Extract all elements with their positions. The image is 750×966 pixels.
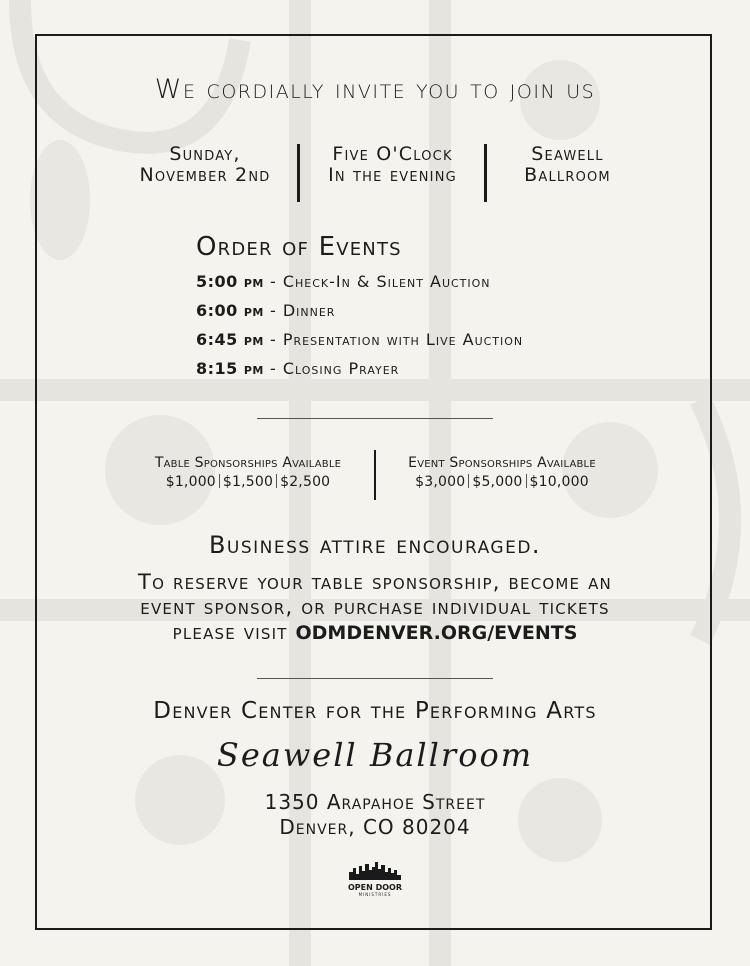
schedule-item: 6:00 pm - Dinner [196, 301, 336, 320]
event-sponsorships-heading: Event Sponsorships Available [408, 455, 596, 471]
city-skyline-icon [347, 862, 403, 880]
sponsorship-divider [374, 450, 376, 500]
venue-address: 1350 Arapahoe Street Denver, CO 80204 [264, 790, 486, 839]
event-location: Seawell Ballroom [524, 143, 611, 186]
schedule-item: 6:45 pm - Presentation with Live Auction [196, 330, 524, 349]
logo-subtitle: MINISTRIES [358, 892, 392, 897]
events-link[interactable]: ODMDENVER.ORG/EVENTS [295, 622, 578, 644]
order-of-events-title: Order of Events [196, 232, 402, 262]
table-sponsorship-prices: $1,000 $1,500 $2,500 [165, 474, 331, 490]
divider [484, 144, 487, 202]
venue-name: Denver Center for the Performing Arts [153, 698, 597, 724]
section-divider [257, 418, 493, 419]
logo-name: OPEN DOOR [347, 883, 402, 892]
event-details [120, 144, 630, 206]
event-date: Sunday, November 2nd [139, 143, 271, 186]
ballroom-script: Seawell Ballroom [216, 736, 534, 774]
open-door-ministries-logo [347, 862, 403, 897]
event-time: Five O'Clock In the evening [328, 143, 457, 186]
section-divider [257, 678, 493, 679]
schedule-item: 5:00 pm - Check-In & Silent Auction [196, 272, 491, 291]
table-sponsorships-heading: Table Sponsorships Available [154, 455, 342, 471]
schedule-item: 8:15 pm - Closing Prayer [196, 359, 400, 378]
invitation-heading: We cordially invite you to join us [154, 74, 596, 105]
divider [297, 144, 300, 202]
event-sponsorships [382, 455, 622, 490]
event-sponsorship-prices: $3,000 $5,000 $10,000 [415, 474, 589, 490]
table-sponsorships [128, 455, 368, 490]
reservation-note: To reserve your table sponsorship, become an event sponsor, or purchase individual tickets please visit ODMDENVER.ORG/EVENTS [138, 570, 612, 644]
attire-note: Business attire encouraged. [208, 531, 542, 559]
